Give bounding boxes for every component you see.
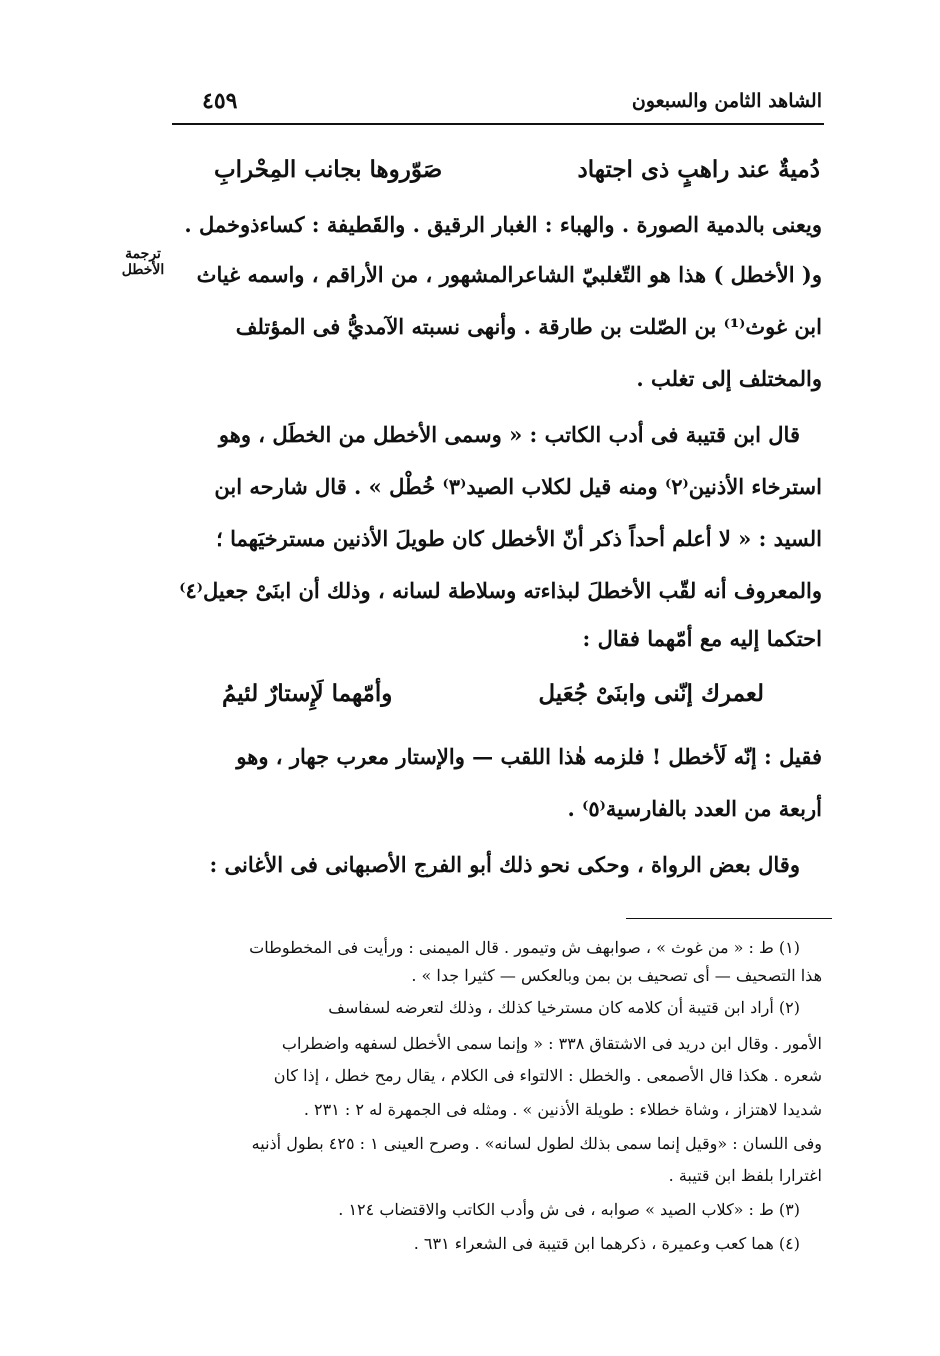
- footnote-line: شعره . هكذا قال الأصمعى . والخطل : الالتواء فى الكلام ، يقال رمح خطل ، إذا كان: [273, 1066, 822, 1085]
- page-header: [172, 84, 822, 124]
- running-title: الشاهد الثامن والسبعون: [631, 90, 822, 112]
- footnote-line: الأمور . وقال ابن دريد فى الاشتقاق ٣٣٨ : « وإنما سمى الأخطل لسفهه واضطراب: [281, 1034, 822, 1053]
- footnote-line: (٢) أراد ابن قتيبة أن كلامه كان مسترخيا كذلك ، وذلك لتعرضه لسفاسف: [328, 998, 800, 1017]
- text-line: و( الأخطل ) هذا هو التّغلبيّ الشاعرالمشهور ، من الأراقم ، واسمه غياث: [196, 262, 822, 287]
- footnote-line: هذا التصحيف — أى تصحيف بن بمن وبالعكس — كثيرا جدا » .: [411, 966, 822, 985]
- footnote-line: وفى اللسان : «وقيل إنما سمى بذلك لطول لسانه» . وصرح العينى ١ : ٤٢٥ بطول أذنيه: [251, 1134, 822, 1153]
- text-line: أربعة من العدد بالفارسية⁽٥⁾ .: [567, 796, 822, 821]
- footnote-line: (١) ط : « من غوث » ، صوابهف ش وتيمور . قال الميمنى : ورأيت فى المخطوطات: [249, 938, 800, 957]
- text-line: ابن غوث⁽¹⁾ بن الصّلت بن طارقة . وأنهى نسبته الآمديُّ فى المؤتلف: [235, 314, 822, 339]
- text-line: احتكما إليه مع أمّهما فقال :: [582, 626, 822, 651]
- text-line: قال ابن قتيبة فى أدب الكاتب : « وسمى الأخطل من الخطَل ، وهو: [218, 422, 800, 447]
- header-rule: [172, 123, 824, 125]
- verse1-first-hemistich: دُميةٌ عند راهبٍ ذى اجتهاد: [577, 156, 820, 183]
- page-number: ٤٥٩: [202, 88, 238, 114]
- verse2-first-hemistich: لعمرك إنّنى وابنَىْ جُعَيل: [538, 680, 764, 707]
- footnote-line: شديدا لاهتزاز ، وشاة خطلاء : طويلة الأذنين » . ومثله فى الجمهرة له ٢ : ٢٣١ .: [303, 1100, 822, 1119]
- footnote-line: (٣) ط : «كلاب الصيد » صوابه ، فى ش وأدب الكاتب والاقتضاب ١٢٤ .: [338, 1200, 800, 1219]
- footnote-line: (٤) هما كعب وعميرة ، ذكرهما ابن قتيبة فى الشعراء ٦٣١ .: [413, 1234, 800, 1253]
- text-line: والمختلف إلى تغلب .: [636, 366, 822, 391]
- margin-note: ترجمة الأخطل: [121, 246, 165, 279]
- text-line: ويعنى بالدمية الصورة . والهباء : الغبار الرقيق . والقَطيفة : كساءذوخمل .: [184, 212, 822, 237]
- text-line: والمعروف أنه لقّب الأخطلَ لبذاءته وسلاطة لسانه ، وذلك أن ابنَىْ جعيل⁽٤⁾: [179, 578, 822, 603]
- text-line: وقال بعض الرواة ، وحكى نحو ذلك أبو الفرج الأصبهانى فى الأغانى :: [209, 852, 800, 877]
- verse2-second-hemistich: وأمّهما لَإِستارٌ لئيمُ: [222, 680, 393, 707]
- verse1-second-hemistich: صَوّروها بجانب المِحْرابِ: [214, 156, 443, 183]
- text-line: فقيل : إنّه لَأخطل ! فلزمه هٰذا اللقب — والإستار معرب جهار ، وهو: [236, 744, 822, 769]
- footnote-rule: [626, 918, 832, 919]
- text-line: السيد : « لا أعلم أحداً ذكر أنّ الأخطل كان طويلَ الأذنين مسترخيَهما ؛: [216, 526, 822, 551]
- text-line: استرخاء الأذنين⁽٢⁾ ومنه قيل لكلاب الصيد⁽٣⁾ خُطْل » . قال شارحه ابن: [214, 474, 822, 499]
- footnote-line: اغترارا بلفظ ابن قتيبة .: [668, 1166, 822, 1185]
